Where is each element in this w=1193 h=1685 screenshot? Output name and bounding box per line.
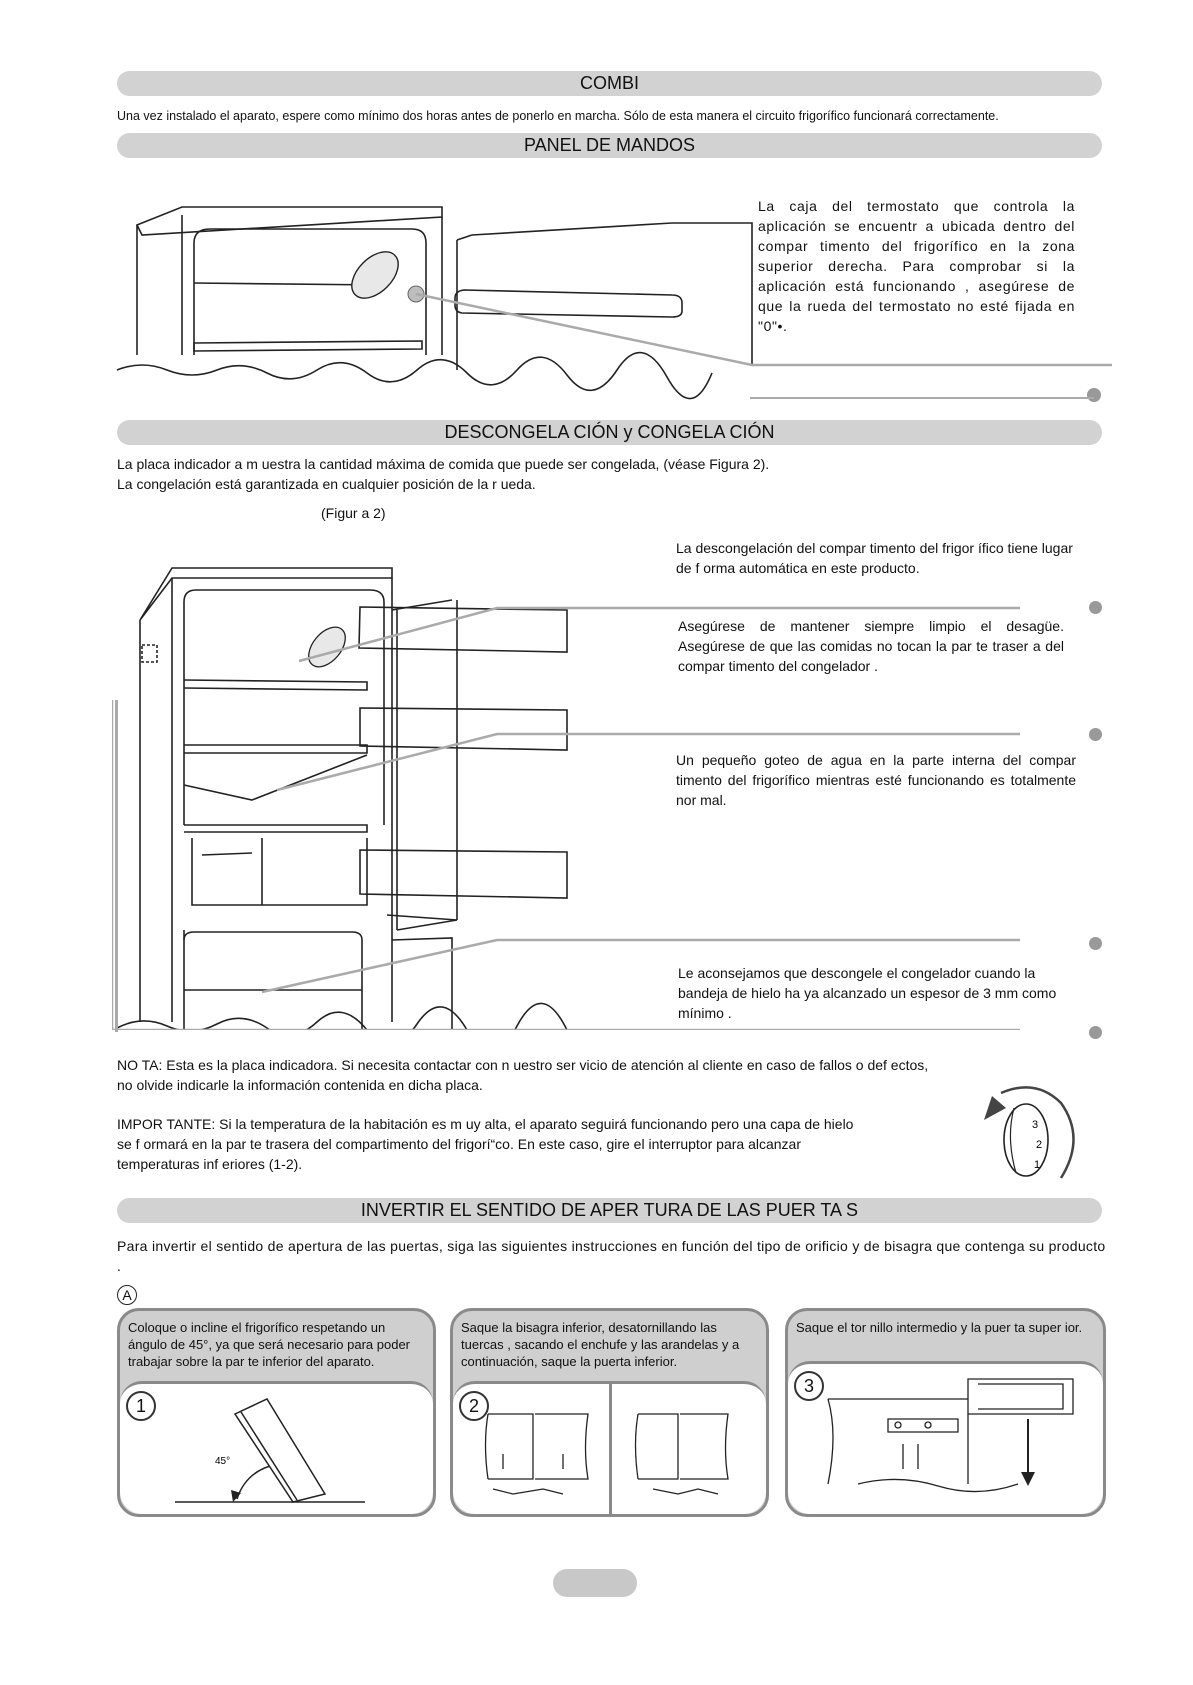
step-card-2 <box>450 1308 769 1517</box>
step-number-1: 1 <box>126 1391 156 1421</box>
section-header-invertir: INVERTIR EL SENTIDO DE APER TURA DE LAS PUER TA S <box>117 1198 1102 1223</box>
callout-text-2: Asegúrese de mantener siempre limpio el desagüe. Asegúrese de que las comidas no tocan la par te traser a del compar timento del congelador . <box>678 618 1064 674</box>
thermostat-dial-icon <box>976 1078 1091 1183</box>
dial-label-2: 2 <box>1036 1139 1043 1151</box>
step-1-tilt-illustration <box>175 1394 405 1509</box>
page-number-pill <box>553 1569 637 1597</box>
dial-label-3: 3 <box>1032 1119 1039 1131</box>
panel-description: La caja del termostato que controla la aplicación se encuentr a ubicada dentro del compar timento del frigorífico en la zona superior derecha. Para comprobar si la aplicación está funcionando , asegúrese de que la rueda del termostato no esté fijada en "0"•. <box>758 198 1075 334</box>
step-1-illustration-panel <box>120 1381 433 1514</box>
callout-line <box>750 397 1094 399</box>
callout-text-1: La descongelación del compar timento del frigor ífico tiene lugar de f orma automática en este producto. <box>676 540 1073 576</box>
desc-line-1: La placa indicador a m uestra la cantidad máxima de comida que puede ser congelada, (véase Figura 2). <box>117 456 770 472</box>
invertir-text: Para invertir el sentido de apertura de las puertas, siga las siguientes instrucciones en función del tipo de orificio y de bisagra que contenga su producto . <box>117 1238 1106 1274</box>
section-header-descongelacion: DESCONGELA CIÓN y CONGELA CIÓN <box>117 420 1102 445</box>
desc-line-2: La congelación está garantizada en cualquier posición de la r ueda. <box>117 476 536 492</box>
callout-dot <box>1087 388 1101 402</box>
step-number-3: 3 <box>794 1371 824 1401</box>
callout-text-4: Le aconsejamos que descongele el congelador cuando la bandeja de hielo ha ya alcanzado un espesor de 3 mm como mínimo . <box>678 965 1057 1021</box>
angle-label: 45° <box>215 1456 231 1467</box>
step-number-2: 2 <box>459 1391 489 1421</box>
nota-text: NO TA: Esta es la placa indicadora. Si necesita contactar con n uestro ser vicio de atención al cliente en caso de fallos o def ectos, no olvide indicarle la información contenida en dicha placa. <box>117 1057 929 1093</box>
intro-text: Una vez instalado el aparato, espere como mínimo dos horas antes de ponerlo en marcha. Sólo de esta manera el circuito frigorífico funcionará correctamente. <box>117 109 999 123</box>
section-header-panel: PANEL DE MANDOS <box>117 133 1102 158</box>
section-header-combi: COMBI <box>117 71 1102 96</box>
step-3-hinge-illustration <box>818 1374 1088 1504</box>
dial-label-1: 1 <box>1034 1159 1041 1171</box>
callout-dot <box>1089 1026 1102 1039</box>
callout-line <box>115 700 118 1032</box>
step-2-text: Saque la bisagra inferior, desatornillando las tuercas , sacando el enchufe y las arandelas y a continuación, saque la puerta inferior. <box>461 1320 740 1369</box>
callout-dot <box>1089 937 1102 950</box>
step-2-hinge-illustration <box>473 1394 753 1509</box>
figure-caption: (Figur a 2) <box>321 505 386 521</box>
section-marker: A <box>117 1285 137 1305</box>
step-card-1 <box>117 1308 436 1517</box>
step-1-text: Coloque o incline el frigorífico respetando un ángulo de 45°, ya que será necesario para poder trabajar sobre la par te inferior del aparato. <box>128 1320 411 1369</box>
callout-dot <box>1089 728 1102 741</box>
callout-text-3: Un pequeño goteo de agua en la parte interna del compar timento del frigorífico mientras esté funcionando es totalmente nor mal. <box>676 752 1076 808</box>
step-2-illustration-panel <box>453 1381 766 1514</box>
step-3-illustration-panel <box>788 1361 1103 1514</box>
callout-dot <box>1089 601 1102 614</box>
step-3-text: Saque el tor nillo intermedio y la puer ta super ior. <box>796 1320 1083 1335</box>
step-card-3 <box>785 1308 1106 1517</box>
importante-text: IMPOR TANTE: Si la temperatura de la habitación es m uy alta, el aparato seguirá funcionando pero una capa de hielo se f ormará en la par te trasera del compartimento del frigorí“co. En este caso, gire el interruptor para alcanzar temperaturas inf eriores (1-2). <box>117 1116 854 1172</box>
